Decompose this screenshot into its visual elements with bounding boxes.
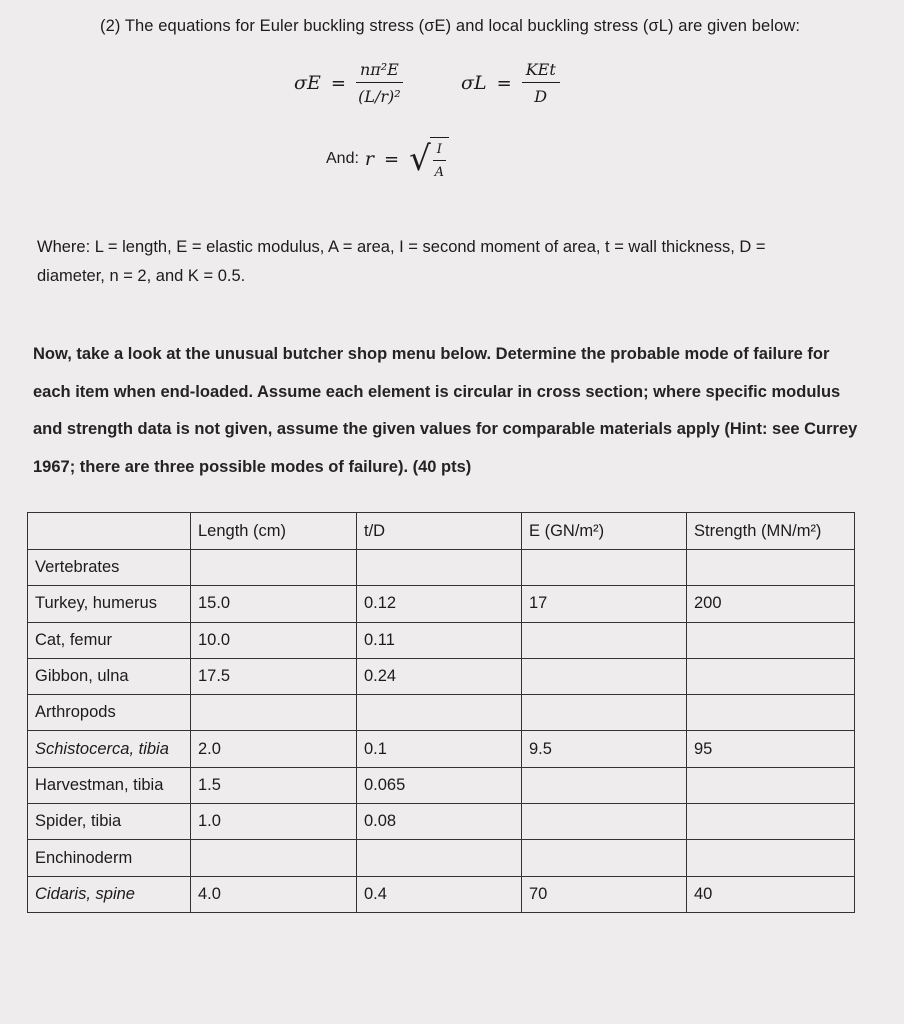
cell-length: 15.0 bbox=[191, 586, 357, 622]
cell-length: 4.0 bbox=[191, 876, 357, 912]
cell-length bbox=[191, 695, 357, 731]
table-row bbox=[28, 767, 855, 803]
table-body bbox=[28, 550, 855, 913]
equals-sign: = bbox=[496, 72, 512, 94]
question-prompt: Now, take a look at the unusual butcher shop menu below. Determine the probable mode of failure for each item when end-loaded. Assume each element is circular in cross section; where specific modulus and strength data is not given, assume the given values for comparable materials apply (Hint: see Currey 1967; there are three possible modes of failure). (40 pts) bbox=[33, 345, 858, 476]
table-group-row bbox=[28, 695, 855, 731]
local-denominator: D bbox=[534, 87, 548, 106]
cell-strength: 40 bbox=[687, 876, 855, 912]
cell-modulus: 17 bbox=[522, 586, 687, 622]
cell-td: 0.24 bbox=[357, 658, 522, 694]
table-header-row bbox=[28, 513, 855, 550]
header-cell-td: t/D bbox=[357, 513, 522, 550]
cell-name: Harvestman, tibia bbox=[28, 767, 191, 803]
cell-name: Enchinoderm bbox=[28, 840, 191, 876]
radical-sign-icon: √ bbox=[409, 139, 431, 179]
r-denominator: A bbox=[434, 164, 445, 180]
where-line-1: Where: L = length, E = elastic modulus, A = area, I = second moment of area, t = wall thickness, D = bbox=[37, 238, 766, 256]
cell-strength bbox=[687, 550, 855, 586]
euler-buckling-equation bbox=[294, 60, 403, 106]
cell-name: Spider, tibia bbox=[28, 804, 191, 840]
cell-length: 10.0 bbox=[191, 622, 357, 658]
cell-td: 0.065 bbox=[357, 767, 522, 803]
cell-td: 0.4 bbox=[357, 876, 522, 912]
table-row bbox=[28, 876, 855, 912]
cell-strength bbox=[687, 695, 855, 731]
butcher-menu-table bbox=[27, 512, 855, 913]
local-numerator: KEt bbox=[522, 60, 560, 83]
header-cell-strength: Strength (MN/m²) bbox=[687, 513, 855, 550]
local-buckling-equation bbox=[461, 60, 560, 106]
cell-td: 0.1 bbox=[357, 731, 522, 767]
cell-name: Vertebrates bbox=[28, 550, 191, 586]
cell-modulus: 9.5 bbox=[522, 731, 687, 767]
table-row bbox=[28, 731, 855, 767]
square-root bbox=[409, 137, 449, 181]
variable-definitions bbox=[37, 231, 867, 293]
cell-modulus bbox=[522, 804, 687, 840]
cell-name: Cat, femur bbox=[28, 622, 191, 658]
cell-length: 2.0 bbox=[191, 731, 357, 767]
cell-td: 0.11 bbox=[357, 622, 522, 658]
cell-length: 17.5 bbox=[191, 658, 357, 694]
cell-length: 1.5 bbox=[191, 767, 357, 803]
cell-td bbox=[357, 550, 522, 586]
euler-denominator: (L/r)² bbox=[358, 87, 401, 106]
euler-fraction bbox=[356, 60, 403, 106]
cell-strength bbox=[687, 658, 855, 694]
cell-modulus bbox=[522, 767, 687, 803]
header-cell-modulus: E (GN/m²) bbox=[522, 513, 687, 550]
r-fraction bbox=[433, 142, 446, 180]
cell-modulus bbox=[522, 658, 687, 694]
cell-modulus bbox=[522, 840, 687, 876]
cell-name: Cidaris, spine bbox=[28, 876, 191, 912]
cell-strength: 95 bbox=[687, 731, 855, 767]
cell-name: Schistocerca, tibia bbox=[28, 731, 191, 767]
equals-sign: = bbox=[330, 72, 346, 94]
table-group-row bbox=[28, 840, 855, 876]
cell-length bbox=[191, 550, 357, 586]
cell-td: 0.12 bbox=[357, 586, 522, 622]
r-lhs: r bbox=[364, 148, 375, 170]
cell-name: Arthropods bbox=[28, 695, 191, 731]
question-header: (2) The equations for Euler buckling stress (σE) and local buckling stress (σL) are given below: bbox=[100, 17, 801, 35]
equals-sign: = bbox=[384, 148, 400, 170]
table-row bbox=[28, 804, 855, 840]
cell-strength: 200 bbox=[687, 586, 855, 622]
cell-td: 0.08 bbox=[357, 804, 522, 840]
cell-name: Gibbon, ulna bbox=[28, 658, 191, 694]
cell-modulus bbox=[522, 695, 687, 731]
table-row bbox=[28, 622, 855, 658]
radius-of-gyration-equation bbox=[326, 137, 449, 181]
and-label: And: bbox=[326, 150, 359, 167]
header-cell-name bbox=[28, 513, 191, 550]
cell-td bbox=[357, 695, 522, 731]
table-row bbox=[28, 658, 855, 694]
cell-modulus: 70 bbox=[522, 876, 687, 912]
cell-length bbox=[191, 840, 357, 876]
cell-modulus bbox=[522, 550, 687, 586]
cell-length: 1.0 bbox=[191, 804, 357, 840]
where-line-2: diameter, n = 2, and K = 0.5. bbox=[37, 267, 246, 285]
cell-modulus bbox=[522, 622, 687, 658]
local-fraction bbox=[522, 60, 560, 106]
cell-strength bbox=[687, 840, 855, 876]
local-lhs: σL bbox=[461, 72, 487, 94]
table-group-row bbox=[28, 550, 855, 586]
table-row bbox=[28, 586, 855, 622]
cell-strength bbox=[687, 804, 855, 840]
r-numerator: I bbox=[433, 142, 446, 161]
cell-name: Turkey, humerus bbox=[28, 586, 191, 622]
cell-strength bbox=[687, 767, 855, 803]
cell-strength bbox=[687, 622, 855, 658]
euler-lhs: σE bbox=[294, 72, 321, 94]
header-cell-length: Length (cm) bbox=[191, 513, 357, 550]
cell-td bbox=[357, 840, 522, 876]
euler-numerator: nπ²E bbox=[356, 60, 403, 83]
